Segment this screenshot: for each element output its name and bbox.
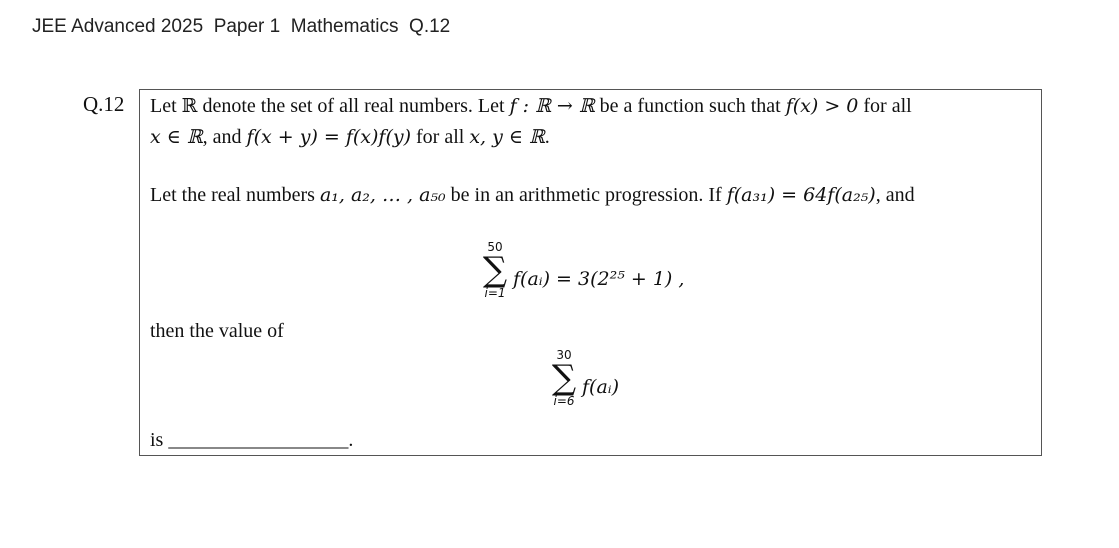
text-segment: . bbox=[544, 126, 550, 148]
answer-blank[interactable]: __________________ bbox=[168, 429, 349, 451]
math-function-def: f : ℝ → ℝ bbox=[509, 95, 595, 117]
summation-2-expression: f(aᵢ) bbox=[582, 376, 620, 398]
is-text: is bbox=[150, 429, 169, 451]
text-segment: , and bbox=[202, 126, 247, 148]
math-sequence: a₁, a₂, … , a₅₀ bbox=[319, 184, 446, 206]
text-segment: be in an arithmetic progression. If bbox=[445, 184, 727, 206]
sigma-icon: ∑ bbox=[551, 358, 577, 398]
math-functional-equation: f(x + y) = f(x)f(y) bbox=[246, 126, 412, 148]
math-condition: f(a₃₁) = 64f(a₂₅) bbox=[726, 184, 876, 206]
text-segment: for all bbox=[411, 126, 470, 148]
math-domain: x ∈ ℝ bbox=[150, 126, 203, 148]
question-line-3 bbox=[150, 185, 915, 205]
text-segment: , and bbox=[875, 184, 915, 206]
sum-upper-limit: 50 bbox=[487, 240, 503, 254]
math-real-set: ℝ bbox=[181, 95, 198, 117]
question-number: Q.12 bbox=[83, 92, 125, 116]
then-text: then the value of bbox=[150, 320, 284, 342]
text-segment: for all bbox=[858, 95, 912, 117]
answer-line bbox=[150, 430, 353, 450]
text-segment: be a function such that bbox=[594, 95, 786, 117]
page-header: JEE Advanced 2025 Paper 1 Mathematics Q.12 bbox=[32, 16, 451, 37]
question-box bbox=[139, 89, 1042, 456]
sum-lower-limit: i=1 bbox=[484, 286, 506, 300]
text-segment: Let bbox=[150, 95, 182, 117]
text-segment: denote the set of all real numbers. Let bbox=[197, 95, 510, 117]
summation-2 bbox=[549, 349, 579, 407]
summation-1 bbox=[480, 241, 510, 299]
math-xy-domain: x, y ∈ ℝ bbox=[469, 126, 545, 148]
sigma-icon: ∑ bbox=[482, 250, 508, 290]
sum-lower-limit: i=6 bbox=[553, 394, 575, 408]
question-line-2 bbox=[150, 127, 550, 147]
period: . bbox=[348, 429, 354, 451]
sum-upper-limit: 30 bbox=[556, 348, 572, 362]
text-segment: Let the real numbers bbox=[150, 184, 320, 206]
math-positivity: f(x) > 0 bbox=[785, 95, 859, 117]
summation-1-expression: f(aᵢ) = 3(2²⁵ + 1) , bbox=[513, 268, 685, 290]
question-line-1 bbox=[150, 96, 912, 116]
